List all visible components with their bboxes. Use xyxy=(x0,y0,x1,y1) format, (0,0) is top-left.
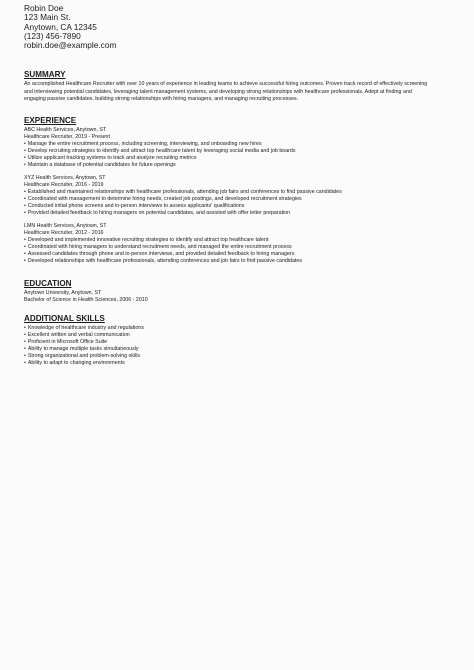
job-bullet: • Utilize applicant tracking systems to track and analyze recruiting metrics xyxy=(24,155,434,162)
job-entry xyxy=(24,175,434,217)
education-school: Anytown University, Anytown, ST xyxy=(24,290,102,297)
skill-item: • Proficient in Microsoft Office Suite xyxy=(24,339,434,346)
skill-item: • Ability to manage multiple tasks simultaneously xyxy=(24,346,434,353)
job-bullet: • Coordinated with hiring managers to understand recruitment needs, and managed the entire recruitment process xyxy=(24,244,434,251)
job-bullets xyxy=(24,189,434,217)
job-company: LMN Health Services, Anytown, ST xyxy=(24,223,107,230)
skill-item: • Ability to adapt to changing environments xyxy=(24,360,434,367)
education-degree: Bachelor of Science in Health Sciences, 2006 - 2010 xyxy=(24,297,148,304)
address-line-1: 123 Main St. xyxy=(24,12,71,23)
summary-text: An accomplished Healthcare Recruiter with over 10 years of experience in leading teams to achieve successful hiring outcomes. Proven track record of effectively screening and interviewing potential candidates, leveraging talent management systems, and developing strong relationships with healthcare professionals. Adept at finding and engaging passive candidates, building strong relationships with hiring managers, and managing recruiting processes. xyxy=(24,81,428,102)
resume-page xyxy=(24,4,434,367)
job-entry xyxy=(24,127,434,169)
address-line-2: Anytown, CA 12345 xyxy=(24,21,97,32)
job-bullet: • Provided detailed feedback to hiring managers on potential candidates, and assisted with offer letter preparation xyxy=(24,210,434,217)
job-bullet: • Coordinated with management to determine hiring needs, created job postings, and developed recruitment strategies xyxy=(24,196,434,203)
phone-number: (123) 456-7890 xyxy=(24,30,81,41)
job-bullet: • Manage the entire recruitment process, including screening, interviewing, and onboarding new hires xyxy=(24,141,434,148)
experience-heading: EXPERIENCE xyxy=(24,116,77,126)
skills-section xyxy=(24,314,434,367)
job-bullets xyxy=(24,141,434,169)
job-bullet: • Assessed candidates through phone and in-person interviews, and provided detailed feedback to hiring managers xyxy=(24,251,434,258)
skill-item: • Excellent written and verbal communication xyxy=(24,332,434,339)
summary-section xyxy=(24,70,434,103)
contact-block xyxy=(24,4,434,50)
job-role: Healthcare Recruiter, 2012 - 2016 xyxy=(24,230,104,237)
job-bullet: • Established and maintained relationships with healthcare professionals, attending job fairs and conferences to find passive candidates xyxy=(24,189,434,196)
job-bullet: • Develop recruiting strategies to identify and attract top healthcare talent by leveraging social media and job boards xyxy=(24,148,434,155)
job-bullet: • Developed relationships with healthcare professionals, attending conferences and job fairs to find passive candidates xyxy=(24,258,434,265)
job-company: ABC Health Services, Anytown, ST xyxy=(24,127,107,134)
summary-heading: SUMMARY xyxy=(24,70,66,80)
education-heading: EDUCATION xyxy=(24,279,72,289)
job-role: Healthcare Recruiter, 2016 - 2019 xyxy=(24,182,104,189)
education-section xyxy=(24,279,434,304)
job-role: Healthcare Recruiter, 2019 - Present xyxy=(24,134,110,141)
job-entry xyxy=(24,223,434,265)
skill-item: • Knowledge of healthcare industry and regulations xyxy=(24,325,434,332)
skills-list xyxy=(24,325,434,367)
job-bullet: • Maintain a database of potential candidates for future openings xyxy=(24,162,434,169)
job-bullets xyxy=(24,237,434,265)
candidate-name: Robin Doe xyxy=(24,3,64,13)
job-company: XYZ Health Services, Anytown, ST xyxy=(24,175,106,182)
skills-heading: ADDITIONAL SKILLS xyxy=(24,314,105,324)
job-bullet: • Conducted initial phone screens and in-person interviews to assess applicants' qualifications xyxy=(24,203,434,210)
skill-item: • Strong organizational and problem-solving skills xyxy=(24,353,434,360)
job-bullet: • Developed and implemented innovative recruiting strategies to identify and attract top healthcare talent xyxy=(24,237,434,244)
experience-section xyxy=(24,116,434,265)
email-address: robin.doe@example.com xyxy=(24,40,117,51)
